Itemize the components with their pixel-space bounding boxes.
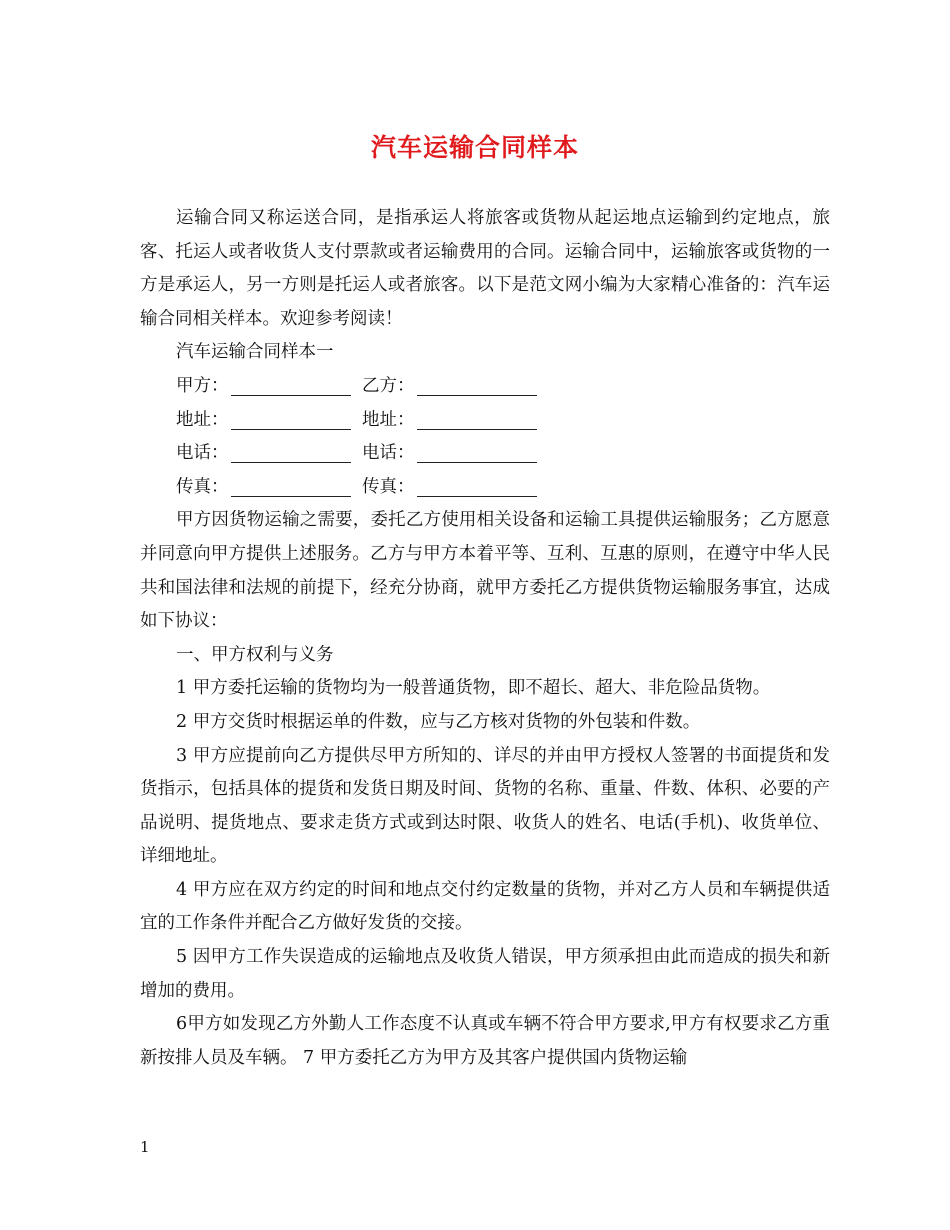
phone-a-label: 电话： xyxy=(176,443,229,464)
sample-heading: 汽车运输合同样本一 xyxy=(176,342,334,363)
address-b-label: 地址： xyxy=(362,409,415,430)
clause-3: 3 甲方应提前向乙方提供尽甲方所知的、详尽的并由甲方授权人签署的书面提货和发货指示，包括具体的提货和发货日期及时间、货物的名称、重量、件数、体积、必要的产品说明、提货地点、要求走货方式或到达时限、收货人的姓名、电话(手机)、收货单位、详细地址。 xyxy=(140,745,830,867)
phone-a-blank xyxy=(231,444,351,463)
address-b-blank xyxy=(417,411,537,430)
fax-a-label: 传真： xyxy=(176,476,229,497)
fax-b-blank xyxy=(417,478,537,497)
fax-b-field xyxy=(362,471,548,505)
document-title: 汽车运输合同样本 xyxy=(370,133,579,162)
clause-2: 2 甲方交货时根据运单的件数，应与乙方核对货物的外包装和件数。 xyxy=(176,711,701,732)
party-row xyxy=(140,370,830,404)
clause-5: 5 因甲方工作失误造成的运输地点及收货人错误，甲方须承担由此而造成的损失和新增加的费用。 xyxy=(140,947,830,1001)
section-1-heading: 一、甲方权利与义务 xyxy=(176,644,334,665)
clause-4: 4 甲方应在双方约定的时间和地点交付约定数量的货物，并对乙方人员和车辆提供适宜的工作条件并配合乙方做好发货的交接。 xyxy=(140,879,830,934)
party-a-field xyxy=(176,370,362,404)
page-number: 1 xyxy=(140,1138,150,1156)
phone-b-field xyxy=(362,437,548,471)
address-a-field xyxy=(176,404,362,438)
document-body xyxy=(140,202,830,1075)
intro-paragraph: 运输合同又称运送合同，是指承运人将旅客或货物从起运地点运输到约定地点，旅客、托运人或者收货人支付票款或者运输费用的合同。运输合同中，运输旅客或货物的一方是承运人，另一方则是托运人或者旅客。以下是范文网小编为大家精心准备的：汽车运输合同相关样本。欢迎参考阅读！ xyxy=(140,208,830,329)
address-b-field xyxy=(362,404,548,438)
address-a-blank xyxy=(231,411,351,430)
phone-b-blank xyxy=(417,444,537,463)
party-a-blank xyxy=(231,377,351,396)
address-row xyxy=(140,404,830,438)
party-b-blank xyxy=(417,377,537,396)
preamble-paragraph: 甲方因货物运输之需要，委托乙方使用相关设备和运输工具提供运输服务；乙方愿意并同意向甲方提供上述服务。乙方与甲方本着平等、互利、互惠的原则，在遵守中华人民共和国法律和法规的前提下，经充分协商，就甲方委托乙方提供货物运输服务事宜，达成如下协议： xyxy=(140,510,830,632)
clause-1: 1 甲方委托运输的货物均为一般普通货物，即不超长、超大、非危险品货物。 xyxy=(176,678,771,699)
clause-6-7: 6甲方如发现乙方外勤人工作态度不认真或车辆不符合甲方要求,甲方有权要求乙方重新按排人员及车辆。 7 甲方委托乙方为甲方及其客户提供国内货物运输 xyxy=(140,1014,830,1068)
party-b-field xyxy=(362,370,548,404)
party-a-label: 甲方： xyxy=(176,375,229,396)
phone-a-field xyxy=(176,437,362,471)
fax-b-label: 传真： xyxy=(362,476,415,497)
fax-row xyxy=(140,471,830,505)
address-a-label: 地址： xyxy=(176,409,229,430)
fax-a-field xyxy=(176,471,362,505)
party-b-label: 乙方： xyxy=(362,375,415,396)
fax-a-blank xyxy=(231,478,351,497)
phone-row xyxy=(140,437,830,471)
phone-b-label: 电话： xyxy=(362,443,415,464)
